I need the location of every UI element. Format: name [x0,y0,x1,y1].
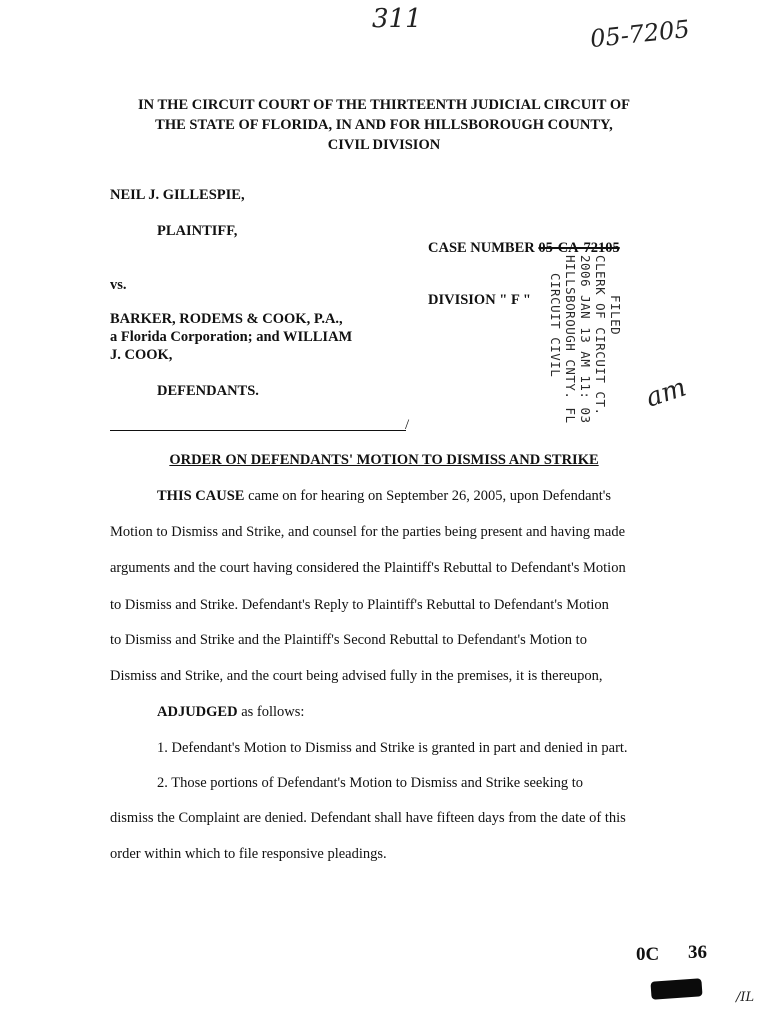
plaintiff-label: PLAINTIFF, [157,223,238,239]
stamp-line-2: CLERK OF CIRCUIT CT. [593,255,608,416]
handwritten-initials: am [642,372,690,414]
order-paragraph-line-2: Motion to Dismiss and Strike, and counsel for the parties being present and having made [110,524,626,540]
versus: vs. [110,277,127,293]
caption-divider-slash: / [405,417,410,433]
caption-line-3: CIVIL DIVISION [327,137,441,153]
order-item-2-line-1: 2. Those portions of Defendant's Motion to Dismiss and Strike seeking to [157,775,584,791]
paragraph-1-text-1: came on for hearing on September 26, 2005, upon Defendant's [244,488,612,504]
filing-stamp [523,255,673,424]
handwritten-case-number: 05-7205 [588,14,691,54]
caption-line-2: THE STATE OF FLORIDA, IN AND FOR HILLSBOROUGH COUNTY, [155,117,613,133]
case-number-label: CASE NUMBER [428,240,535,256]
case-number-struck: 05-CA-72105 [538,240,620,256]
order-paragraph-line-4: to Dismiss and Strike. Defendant's Reply to Plaintiff's Rebuttal to Defendant's Motion [110,597,609,613]
order-paragraph-line-6: Dismiss and Strike, and the court being advised fully in the premises, it is thereupon, [110,668,603,684]
division-label: DIVISION " F " [428,292,531,308]
defendant-line-2: a Florida Corporation; and WILLIAM [110,329,353,345]
order-paragraph-line-1 [157,488,611,505]
order-paragraph-line-3: arguments and the court having considered the Plaintiff's Rebuttal to Defendant's Motion [110,560,626,576]
adjudged-line [157,704,304,721]
caption-line-1: IN THE CIRCUIT COURT OF THE THIRTEENTH JUDICIAL CIRCUIT OF [138,97,630,113]
stamp-line-5: CIRCUIT CIVIL [548,273,563,378]
handwritten-page-number: 311 [372,4,422,34]
court-caption [0,95,768,155]
order-title: ORDER ON DEFENDANTS' MOTION TO DISMISS AND STRIKE [169,452,599,468]
stamp-line-3: 2006 JAN 13 AM 11: 03 [578,255,593,424]
defendant-line-3: J. COOK, [110,347,173,363]
adjudged-rest: as follows: [237,704,305,720]
this-cause-lead: THIS CAUSE [157,488,245,504]
caption-divider-line [110,430,406,431]
plaintiff-name: NEIL J. GILLESPIE, [110,187,245,203]
stamp-line-4: HILLSBOROUGH CNTY. FL [563,255,578,424]
page-code-left: 0C [636,944,660,965]
defendant-line-1: BARKER, RODEMS & COOK, P.A., [110,311,343,327]
order-paragraph-line-5: to Dismiss and Strike and the Plaintiff's Second Rebuttal to Defendant's Motion to [110,632,587,648]
defendants-label: DEFENDANTS. [157,383,259,399]
page-code-right: 36 [688,942,707,963]
order-item-2-line-2: dismiss the Complaint are denied. Defendant shall have fifteen days from the date of this [110,810,626,826]
redaction-mark [650,978,702,1000]
handwritten-bottom-initial: /IL [736,990,755,1005]
order-item-1: 1. Defendant's Motion to Dismiss and Strike is granted in part and denied in part. [157,740,628,756]
adjudged-lead: ADJUDGED [157,704,238,720]
order-item-2-line-3: order within which to file responsive pleadings. [110,846,387,862]
stamp-line-1: FILED [608,295,623,336]
